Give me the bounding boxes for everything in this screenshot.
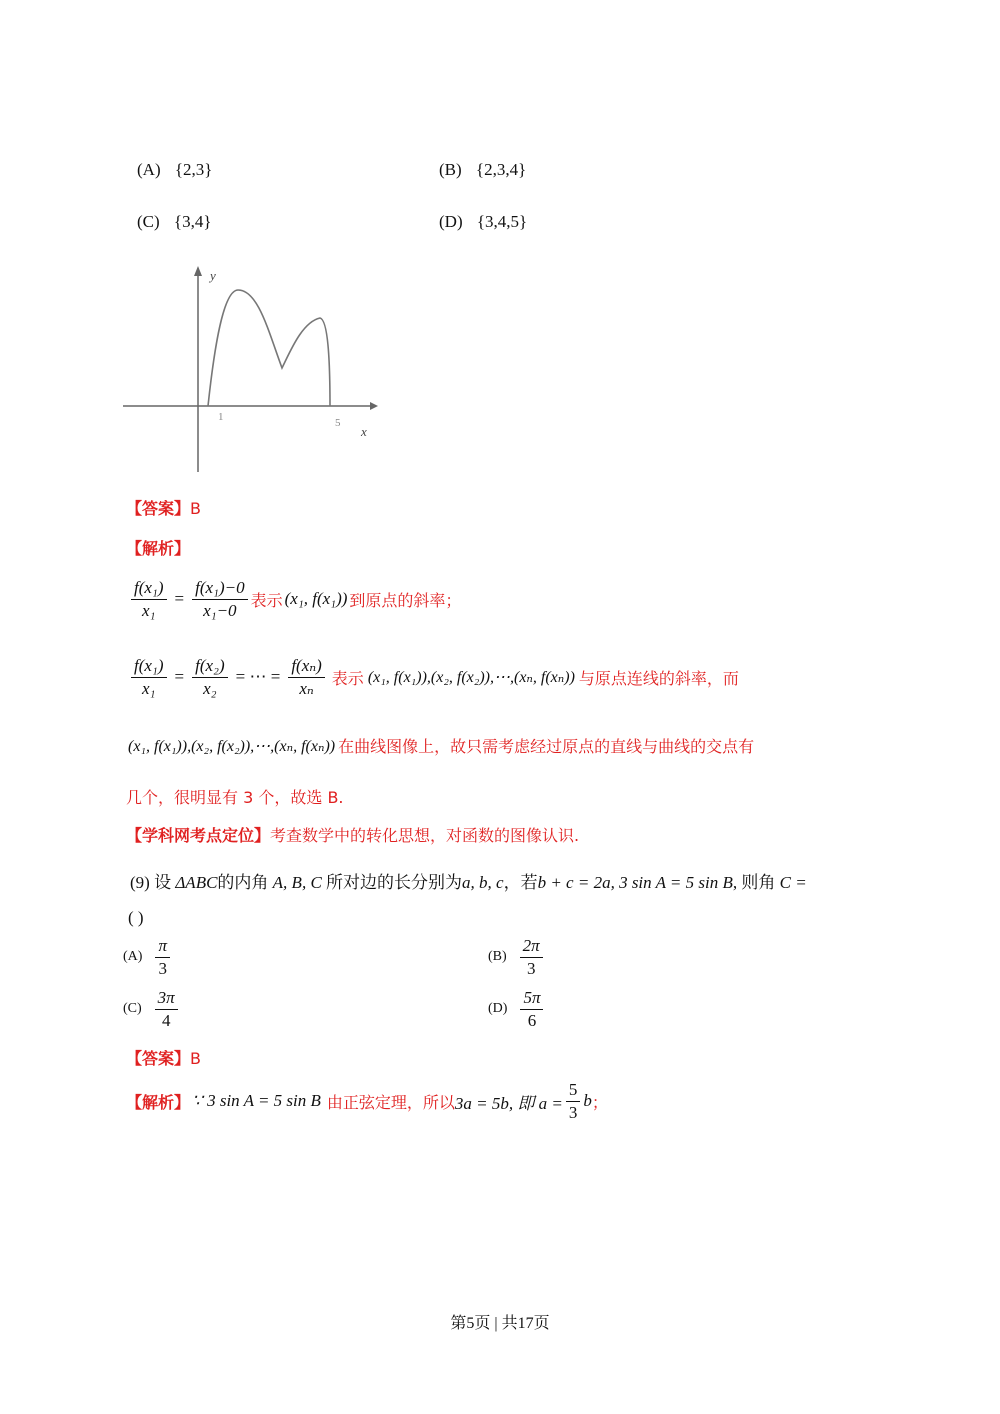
text: 由正弦定理，所以	[326, 1092, 455, 1112]
denominator: x₂	[203, 678, 217, 698]
text: 与原点连线的斜率，而	[578, 668, 739, 688]
math: a, b, c	[462, 873, 504, 892]
answer-tag: 【答案】	[126, 499, 191, 518]
numerator: f(x₁)	[131, 578, 167, 600]
denominator: 6	[527, 1010, 537, 1030]
answer-9	[126, 1046, 201, 1069]
denominator: 4	[161, 1010, 171, 1030]
denominator: 3	[568, 1102, 578, 1122]
x-label: x	[361, 424, 367, 439]
option-b	[439, 160, 526, 180]
denominator: 3	[158, 958, 167, 978]
option-value: {3,4,5}	[476, 212, 528, 231]
fraction	[566, 1080, 581, 1122]
numerator: f(xₙ)	[288, 656, 324, 678]
fraction	[131, 656, 167, 698]
text: 表示	[250, 590, 283, 610]
y-label: y	[210, 268, 216, 283]
curve	[208, 290, 330, 406]
analysis-8-line1: $\frac{\text{f(x₁)}}{\text{x₁}}$ = $\frac{\text{f(x₁)−0}}{\text{x₁−0}}$ 表示 (x₁, f(x₁)) 到原点的斜率；	[128, 578, 461, 620]
analysis-tag: 【解析】	[126, 539, 191, 558]
numerator: 3π	[155, 988, 178, 1010]
fraction	[288, 656, 324, 698]
text: 表示	[331, 668, 364, 688]
option-value: {2,3,4}	[475, 160, 527, 179]
option-value: {3,4}	[173, 212, 212, 231]
math: ∵ 3 sin A = 5 sin B	[192, 1091, 321, 1111]
text: 到原点的斜率；	[349, 590, 462, 610]
ellipsis: = ⋯ =	[235, 667, 281, 687]
text: ，若	[503, 873, 538, 892]
fraction	[131, 578, 167, 620]
option-c	[137, 212, 212, 232]
numerator: 5π	[520, 988, 543, 1010]
denominator: 3	[526, 958, 536, 978]
option-label: (B)	[488, 949, 507, 965]
option-label: (B)	[439, 160, 462, 179]
kp-tag: 【学科网考点定位】	[126, 826, 271, 845]
answer-8	[126, 496, 201, 519]
page-footer: 第5页 | 共17页	[450, 1315, 550, 1332]
answer-value: B	[190, 499, 201, 518]
math: C =	[779, 873, 807, 892]
q9-option-c	[123, 988, 181, 1030]
point: (x₁, f(x₁))	[284, 589, 348, 609]
math: b	[583, 1091, 592, 1111]
option-a	[137, 160, 212, 180]
math: ΔABC	[175, 873, 218, 892]
text: 所对边的长分别为	[326, 873, 463, 892]
fraction	[155, 988, 178, 1030]
analysis-tag: 【解析】	[126, 1092, 191, 1112]
math: 3a = 5b, 即 a =	[454, 1093, 563, 1113]
text: 设	[154, 873, 172, 892]
text: 的内角	[217, 873, 269, 892]
kp-text: 考查数学中的转化思想，对函数的图像认识.	[270, 826, 580, 845]
option-label: (C)	[123, 1001, 142, 1017]
text: , 则角	[732, 873, 776, 892]
answer-tag: 【答案】	[126, 1049, 191, 1068]
knowledge-point	[126, 823, 579, 846]
question-9	[130, 868, 807, 893]
text: ；	[591, 1092, 608, 1112]
numerator: f(x₂)	[192, 656, 228, 678]
option-label: (A)	[137, 160, 161, 179]
option-d	[439, 212, 527, 232]
denominator: x₁	[142, 678, 156, 698]
fraction	[192, 578, 247, 620]
denominator: xₙ	[299, 678, 314, 698]
tick-right: 5	[335, 417, 341, 429]
q9-option-b	[488, 936, 546, 978]
denominator: x₁	[142, 600, 156, 620]
numerator: f(x₁)	[131, 656, 167, 678]
analysis-8-line4: 几个，很明显有 3 个，故选 B.	[126, 788, 344, 807]
numerator: 5	[566, 1080, 581, 1102]
function-graph	[118, 260, 388, 480]
x-axis-arrow	[370, 402, 378, 410]
numerator: π	[155, 936, 170, 958]
analysis-8-tag	[126, 536, 190, 559]
math: A, B, C	[272, 873, 322, 892]
numerator: f(x₁)−0	[192, 578, 247, 600]
y-axis-arrow	[194, 266, 202, 276]
analysis-8-line3	[128, 734, 754, 757]
points: (x₁, f(x₁)),(x₂, f(x₂)),⋯,(xₙ, f(xₙ))	[367, 669, 575, 687]
fraction	[520, 988, 543, 1030]
analysis-9	[126, 1080, 608, 1122]
option-label: (C)	[137, 212, 160, 231]
answer-blank: ( )	[128, 908, 144, 927]
option-label: (D)	[488, 1001, 508, 1017]
analysis-8-line2: $\frac{\text{f(x₁)}}{\text{x₁}}$ = $\frac{\text{f(x₂)}}{\text{x₂}}$ = ⋯ = $\frac{\text{f(xₙ)}}{\text{xₙ}}$ 表示 (x₁, f(x₁)),(x₂, f(x₂)),⋯,(xₙ, f(xₙ)) 与原点连线的斜率，而	[128, 656, 739, 698]
option-value: {2,3}	[174, 160, 213, 179]
text: 在曲线图像上，故只需考虑经过原点的直线与曲线的交点有	[338, 737, 755, 756]
tick-left: 1	[218, 411, 224, 423]
numerator: 2π	[520, 936, 543, 958]
q9-option-d	[488, 988, 546, 1030]
fraction	[192, 656, 228, 698]
points: (x₁, f(x₁)),(x₂, f(x₂)),⋯,(xₙ, f(xₙ))	[128, 737, 336, 755]
question-number: (9)	[130, 873, 150, 892]
math: b + c = 2a, 3 sin A = 5 sin B	[537, 873, 733, 892]
denominator: x₁−0	[203, 600, 237, 620]
q9-option-a	[123, 936, 173, 978]
answer-value: B	[190, 1049, 201, 1068]
option-label: (A)	[123, 949, 143, 965]
fraction	[520, 936, 543, 978]
fraction	[155, 936, 170, 978]
option-label: (D)	[439, 212, 463, 231]
